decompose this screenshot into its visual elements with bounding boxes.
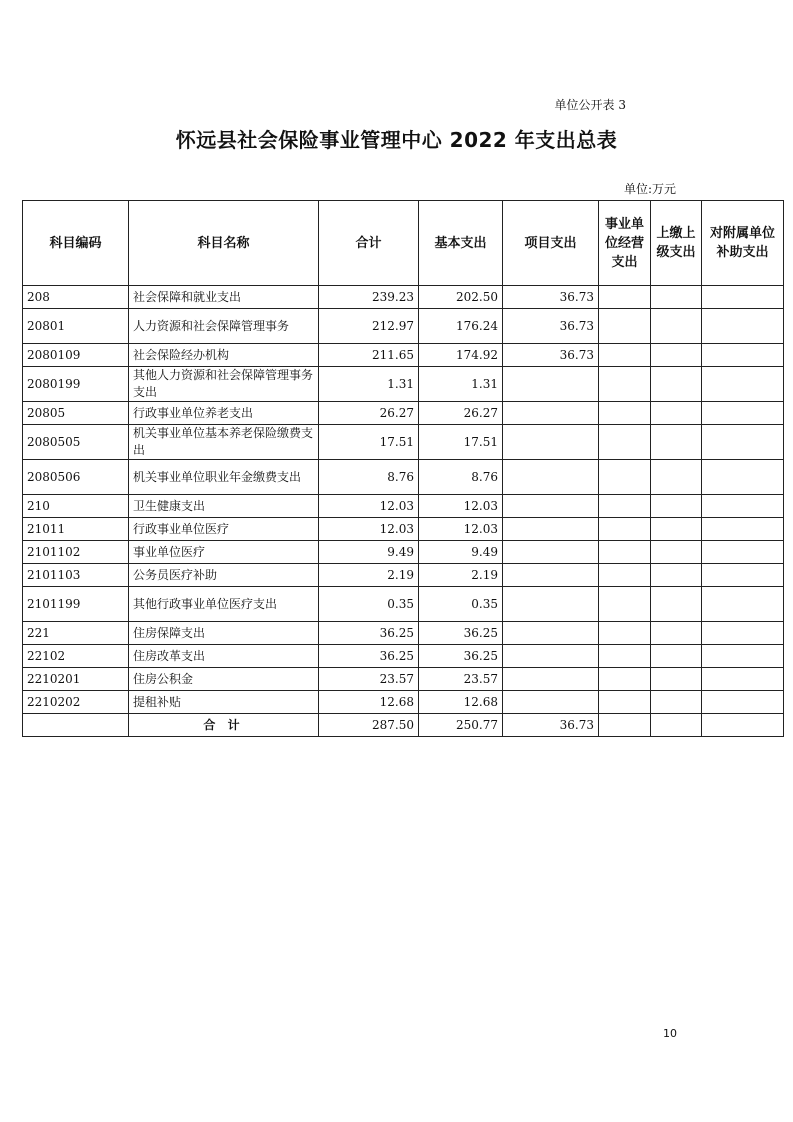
cell-upper [651,495,702,518]
cell-project [503,668,599,691]
cell-project [503,495,599,518]
cell-upper [651,668,702,691]
cell-business [599,691,651,714]
cell-business [599,344,651,367]
cell-name: 提租补贴 [129,691,319,714]
cell-basic: 17.51 [419,425,503,460]
cell-code: 210 [23,495,129,518]
cell-business [599,460,651,495]
table-row [23,425,784,460]
cell-name: 住房改革支出 [129,645,319,668]
cell-business [599,645,651,668]
cell-subsidiary [702,425,784,460]
cell-name: 机关事业单位基本养老保险缴费支出 [129,425,319,460]
cell-upper [651,622,702,645]
cell-name: 行政事业单位医疗 [129,518,319,541]
cell-name: 社会保障和就业支出 [129,286,319,309]
cell-basic: 176.24 [419,309,503,344]
header-project: 项目支出 [503,201,599,286]
cell-name: 机关事业单位职业年金缴费支出 [129,460,319,495]
cell-name: 行政事业单位养老支出 [129,402,319,425]
cell-total: 9.49 [319,541,419,564]
cell-upper [651,425,702,460]
cell-project [503,402,599,425]
cell-project [503,645,599,668]
cell-code: 221 [23,622,129,645]
cell-subsidiary [702,541,784,564]
cell-subsidiary [702,668,784,691]
cell-basic: 9.49 [419,541,503,564]
cell-basic: 202.50 [419,286,503,309]
cell-basic: 0.35 [419,587,503,622]
cell-code: 2080109 [23,344,129,367]
cell-code: 2101199 [23,587,129,622]
page-number: 10 [663,1027,677,1040]
cell-subsidiary [702,587,784,622]
cell-upper [651,714,702,737]
cell-code: 208 [23,286,129,309]
page-title: 怀远县社会保险事业管理中心 2022 年支出总表 [175,128,618,152]
table-row [23,367,784,402]
cell-project [503,367,599,402]
cell-subsidiary [702,495,784,518]
cell-subsidiary [702,714,784,737]
cell-project [503,541,599,564]
table-row [23,587,784,622]
cell-project [503,425,599,460]
cell-upper [651,587,702,622]
cell-basic: 36.25 [419,645,503,668]
cell-upper [651,367,702,402]
cell-upper [651,691,702,714]
cell-business [599,367,651,402]
cell-basic: 174.92 [419,344,503,367]
header-name: 科目名称 [129,201,319,286]
cell-business [599,495,651,518]
table-row [23,668,784,691]
cell-subsidiary [702,344,784,367]
table-header-row [23,201,784,286]
cell-code: 2210202 [23,691,129,714]
cell-total: 17.51 [319,425,419,460]
cell-total: 26.27 [319,402,419,425]
cell-total: 0.35 [319,587,419,622]
cell-upper [651,286,702,309]
cell-basic: 1.31 [419,367,503,402]
cell-total: 12.03 [319,518,419,541]
cell-subsidiary [702,460,784,495]
cell-code: 21011 [23,518,129,541]
cell-business [599,564,651,587]
cell-subsidiary [702,309,784,344]
cell-upper [651,564,702,587]
cell-total: 36.25 [319,645,419,668]
cell-subsidiary [702,367,784,402]
table-row [23,518,784,541]
total-label: 合 计 [129,714,319,737]
cell-total: 287.50 [319,714,419,737]
table-row [23,541,784,564]
cell-project [503,460,599,495]
cell-business [599,587,651,622]
cell-name: 社会保险经办机构 [129,344,319,367]
cell-code: 2101103 [23,564,129,587]
cell-code-empty [23,714,129,737]
cell-basic: 23.57 [419,668,503,691]
cell-code: 2080505 [23,425,129,460]
cell-code: 2080506 [23,460,129,495]
table-row [23,564,784,587]
unit-label: 单位:万元 [623,182,676,196]
cell-basic: 2.19 [419,564,503,587]
cell-basic: 250.77 [419,714,503,737]
cell-name: 事业单位医疗 [129,541,319,564]
cell-name: 其他人力资源和社会保障管理事务支出 [129,367,319,402]
cell-business [599,309,651,344]
cell-business [599,425,651,460]
cell-business [599,668,651,691]
cell-total: 211.65 [319,344,419,367]
cell-project: 36.73 [503,344,599,367]
cell-basic: 36.25 [419,622,503,645]
cell-subsidiary [702,286,784,309]
cell-total: 2.19 [319,564,419,587]
cell-code: 2210201 [23,668,129,691]
cell-total: 8.76 [319,460,419,495]
cell-subsidiary [702,691,784,714]
cell-business [599,286,651,309]
table-number: 单位公开表 3 [554,98,626,112]
cell-total: 1.31 [319,367,419,402]
header-business: 事业单位经营支出 [599,201,651,286]
cell-subsidiary [702,518,784,541]
cell-code: 20805 [23,402,129,425]
cell-subsidiary [702,645,784,668]
cell-total: 12.68 [319,691,419,714]
cell-project [503,691,599,714]
cell-total: 36.25 [319,622,419,645]
table-row [23,460,784,495]
cell-basic: 8.76 [419,460,503,495]
cell-project: 36.73 [503,286,599,309]
cell-name: 公务员医疗补助 [129,564,319,587]
table-row [23,402,784,425]
table-row [23,691,784,714]
expenditure-table [22,200,784,737]
cell-name: 其他行政事业单位医疗支出 [129,587,319,622]
cell-business [599,622,651,645]
cell-business [599,402,651,425]
cell-code: 22102 [23,645,129,668]
cell-project [503,587,599,622]
table-row [23,495,784,518]
cell-subsidiary [702,622,784,645]
cell-project: 36.73 [503,714,599,737]
cell-upper [651,309,702,344]
cell-code: 20801 [23,309,129,344]
cell-code: 2101102 [23,541,129,564]
cell-upper [651,344,702,367]
cell-basic: 26.27 [419,402,503,425]
cell-name: 卫生健康支出 [129,495,319,518]
header-code: 科目编码 [23,201,129,286]
cell-total: 212.97 [319,309,419,344]
cell-code: 2080199 [23,367,129,402]
cell-basic: 12.03 [419,495,503,518]
cell-total: 12.03 [319,495,419,518]
header-subsidiary: 对附属单位补助支出 [702,201,784,286]
table-row [23,309,784,344]
header-total: 合计 [319,201,419,286]
cell-upper [651,541,702,564]
cell-subsidiary [702,564,784,587]
cell-project: 36.73 [503,309,599,344]
cell-total: 23.57 [319,668,419,691]
table-row [23,286,784,309]
cell-subsidiary [702,402,784,425]
header-upper: 上缴上级支出 [651,201,702,286]
cell-upper [651,645,702,668]
cell-business [599,714,651,737]
cell-name: 人力资源和社会保障管理事务 [129,309,319,344]
cell-business [599,541,651,564]
header-basic: 基本支出 [419,201,503,286]
cell-total: 239.23 [319,286,419,309]
cell-upper [651,460,702,495]
cell-project [503,622,599,645]
cell-upper [651,518,702,541]
table-row [23,622,784,645]
cell-basic: 12.03 [419,518,503,541]
cell-name: 住房保障支出 [129,622,319,645]
cell-business [599,518,651,541]
table-row [23,645,784,668]
cell-name: 住房公积金 [129,668,319,691]
total-row [23,714,784,737]
cell-basic: 12.68 [419,691,503,714]
cell-project [503,518,599,541]
cell-project [503,564,599,587]
table-row [23,344,784,367]
cell-upper [651,402,702,425]
